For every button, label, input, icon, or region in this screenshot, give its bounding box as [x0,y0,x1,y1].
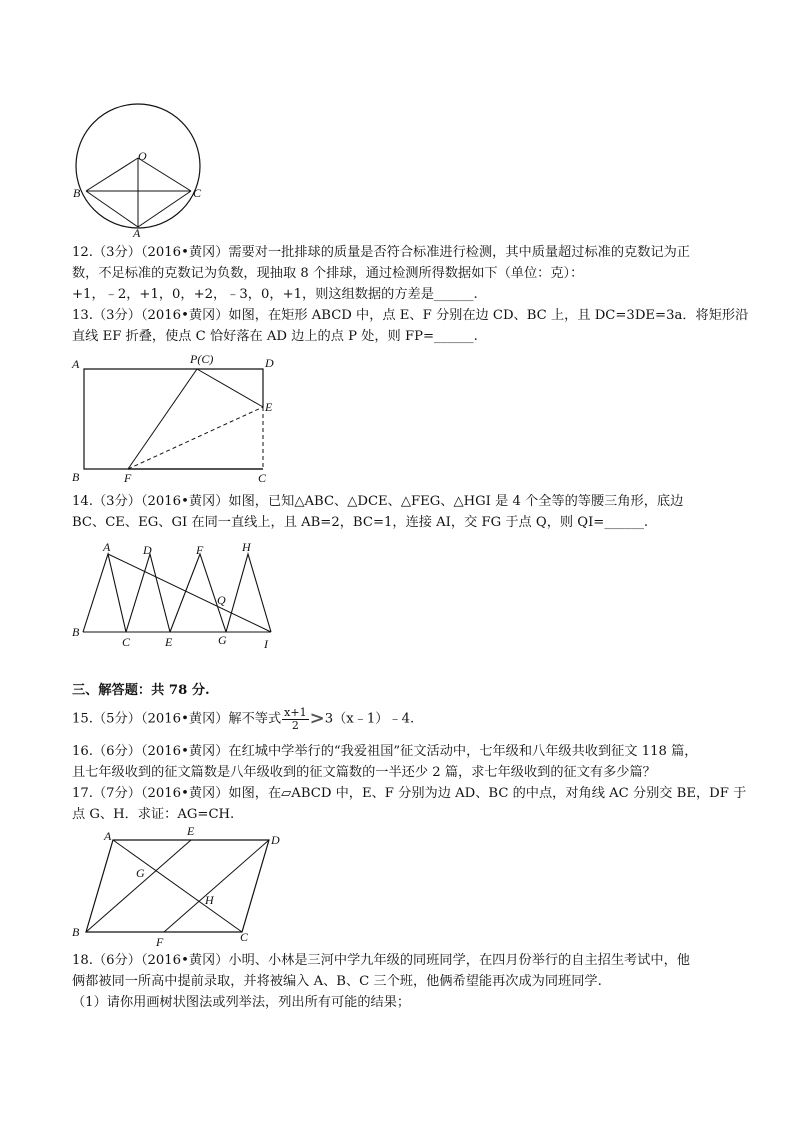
segment-df [164,840,269,932]
triangle-hgi [226,554,271,632]
label-a: A [104,829,112,843]
label-e: E [265,400,273,414]
label-h: H [242,540,251,554]
segment-ob [86,158,138,191]
label-f: F [124,471,132,485]
q12-line2: 数，不足标准的克数记为负数，现抽取 8 个排球，通过检测所得数据如下（单位：克）： [72,266,584,281]
q15-prefix: 15.（5分）（2016•黄冈）解不等式 [72,711,282,727]
rectangle-fold-figure [66,350,286,485]
label-a: A [133,226,141,238]
label-a: A [103,540,111,554]
q15-suffix: 3（x﹣1）﹣4. [324,711,415,727]
label-c: C [193,186,202,200]
label-g: G [136,866,145,880]
fold-line-pe [197,369,263,407]
q15-frac-num: x+1 [284,705,307,719]
segment-be [86,840,191,932]
label-d: D [271,833,280,847]
label-f: F [156,935,164,949]
label-o: O [138,149,147,163]
circle-figure [60,98,220,238]
q14-line1: 14.（3分）（2016•黄冈）如图，已知△ABC、△DCE、△FEG、△HGI 是 4 个全等的等腰三角形，底边 [72,494,684,509]
dashed-fe [128,407,263,469]
diagonal-ac [113,840,242,932]
q18-line2: 俩都被同一所高中提前录取，并将被编入 A、B、C 三个班，他俩希望能再次成为同班同学. [72,974,602,989]
label-e: E [187,824,195,838]
q13-line1: 13.（3分）（2016•黄冈）如图，在矩形 ABCD 中，点 E、F 分别在边 CD、BC 上，且 DC=3DE=3a．将矩形沿 [72,308,749,323]
segment-ai [108,554,271,632]
triangles-figure [66,538,290,653]
q17-line1: 17.（7分）（2016•黄冈）如图，在▱ABCD 中，E、F 分别为边 AD、BC 的中点，对角线 AC 分别交 BE，DF 于 [72,786,747,801]
q14-line2: BC、CE、EG、GI 在同一直线上，且 AB=2，BC=1，连接 AI，交 FG 于点 Q，则 QI=______. [72,515,649,530]
label-b: B [72,470,80,484]
label-i: I [264,637,268,651]
label-c: C [240,930,249,944]
q17-line2: 点 G、H．求证：AG=CH. [72,807,235,822]
label-d: D [143,543,152,557]
section-3-title: 三、解答题：共 78 分. [72,683,210,698]
q15-line [72,706,414,733]
label-b: B [72,925,80,939]
label-d: D [265,356,274,370]
label-g: G [218,633,227,647]
q18-line1: 18.（6分）（2016•黄冈）小明、小林是三河中学九年级的同班同学，在四月份举行的自主招生考试中，他 [72,953,690,968]
q16-line2: 且七年级收到的征文篇数是八年级收到的征文篇数的一半还少 2 篇，求七年级收到的征文有多少篇？ [72,765,656,780]
parallelogram-figure [66,822,290,950]
label-a: A [72,357,80,371]
q15-frac-den: 2 [291,718,299,732]
label-b: B [73,186,81,200]
label-p: P(C) [190,352,214,366]
q12-line3: +1，﹣2，+1，0，+2，﹣3，0，+1，则这组数据的方差是______. [72,287,478,302]
label-e: E [165,635,173,649]
fold-line-fp [128,369,197,469]
q18-line3: （1）请你用画树状图法或列举法，列出所有可能的结果； [72,995,411,1010]
label-q: Q [217,593,226,607]
label-c: C [122,635,131,649]
q13-line2: 直线 EF 折叠，使点 C 恰好落在 AD 边上的点 P 处，则 FP=______. [72,329,478,344]
q15-gt-sign: > [309,708,325,729]
q12-line1: 12.（3分）（2016•黄冈）需要对一批排球的质量是否符合标准进行检测，其中质量超过标准的克数记为正 [72,245,690,260]
q15-fraction [282,707,308,732]
label-h: H [205,893,214,907]
label-c: C [258,471,267,485]
label-f: F [196,543,204,557]
label-b: B [72,625,80,639]
triangle-abc [83,554,126,632]
q16-line1: 16.（6分）（2016•黄冈）在红城中学举行的“我爱祖国”征文活动中，七年级和八年级共收到征文 118 篇， [72,744,698,759]
